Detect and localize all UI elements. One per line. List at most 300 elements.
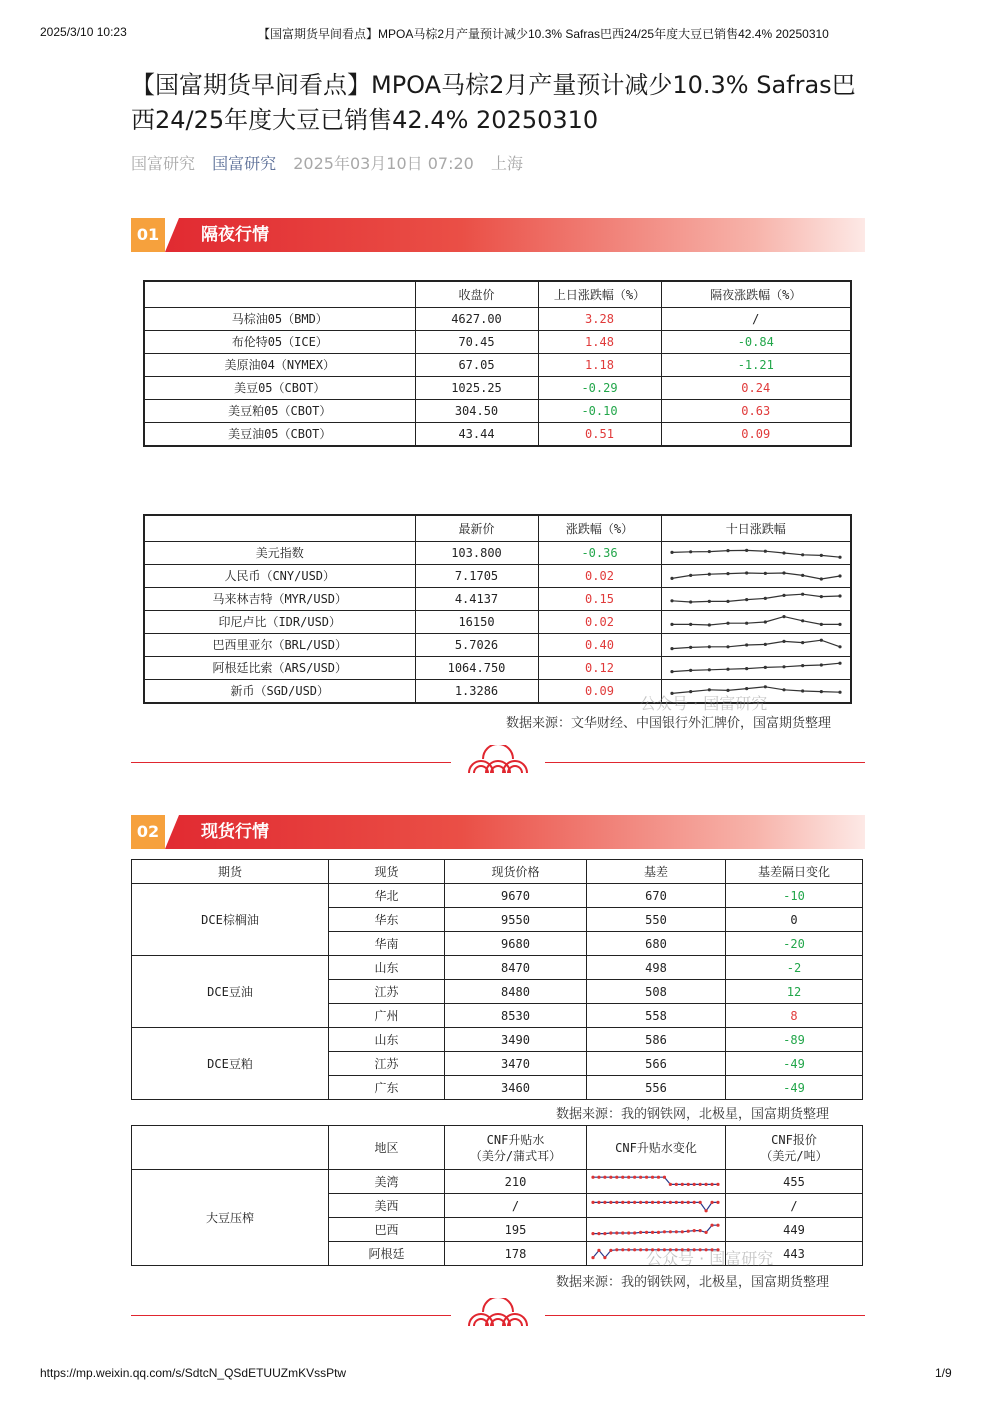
- sparkline-point: [699, 1229, 702, 1232]
- sparkline-point: [651, 1200, 654, 1203]
- basis-change: -89: [726, 1028, 863, 1052]
- sparkline-point: [838, 555, 841, 558]
- spot-price: 3460: [445, 1076, 587, 1100]
- spot-price: 9680: [445, 932, 587, 956]
- sparkline: [668, 566, 844, 586]
- sparkline-point: [782, 615, 785, 618]
- sparkline-point: [681, 1200, 684, 1203]
- ten-day-trend: [661, 610, 851, 633]
- sparkline-point: [663, 1230, 666, 1233]
- sparkline-point: [627, 1231, 630, 1234]
- table-header: CNF升贴水 （美分/蒲式耳）: [445, 1126, 587, 1170]
- sparkline-point: [639, 1230, 642, 1233]
- cnf-region: 阿根廷: [329, 1242, 445, 1266]
- price-change: -0.36: [538, 541, 661, 564]
- sparkline-point: [687, 1229, 690, 1232]
- prev-change: 0.51: [538, 422, 661, 446]
- ten-day-trend: [661, 564, 851, 587]
- sparkline-point: [681, 1230, 684, 1233]
- publish-location: 上海: [490, 154, 523, 173]
- banner-notch: [165, 815, 179, 849]
- close-price: 304.50: [415, 399, 538, 422]
- table-header: CNF升贴水变化: [587, 1126, 726, 1170]
- sparkline-point: [782, 665, 785, 668]
- sparkline-point: [726, 599, 729, 602]
- close-price: 43.44: [415, 422, 538, 446]
- sparkline-point: [615, 1175, 618, 1178]
- account-link[interactable]: 国富研究: [212, 154, 277, 173]
- sparkline-point: [801, 573, 804, 576]
- table-header: 基差隔日变化: [726, 860, 863, 884]
- price-change: 0.09: [538, 679, 661, 703]
- sparkline-point: [707, 599, 710, 602]
- spot-region: 华北: [329, 884, 445, 908]
- sparkline-point: [693, 1229, 696, 1232]
- sparkline-point: [681, 1182, 684, 1185]
- price-change: 0.02: [538, 564, 661, 587]
- sparkline-point: [657, 1175, 660, 1178]
- table-header: 地区: [329, 1126, 445, 1170]
- sparkline-point: [707, 549, 710, 552]
- spot-region: 江苏: [329, 1052, 445, 1076]
- spot-region: 广东: [329, 1076, 445, 1100]
- price-change: 0.02: [538, 610, 661, 633]
- latest-price: 5.7026: [415, 633, 538, 656]
- print-url: https://mp.weixin.qq.com/s/SdtcN_QSdETUUZmKVssPtw: [40, 1366, 347, 1380]
- sparkline-point: [726, 549, 729, 552]
- fx-market-table: [143, 514, 852, 704]
- sparkline-point: [689, 622, 692, 625]
- sparkline-point: [716, 1182, 719, 1185]
- sparkline-point: [710, 1223, 713, 1226]
- basis-change: -20: [726, 932, 863, 956]
- price-change: 0.12: [538, 656, 661, 679]
- futures-group: DCE棕榈油: [132, 884, 329, 956]
- sparkline-point: [745, 621, 748, 624]
- sparkline-point: [838, 622, 841, 625]
- sparkline-point: [645, 1230, 648, 1233]
- sparkline-path: [672, 616, 840, 624]
- prev-change: 3.28: [538, 307, 661, 330]
- table-row: [132, 1170, 863, 1194]
- sparkline-point: [745, 571, 748, 574]
- sparkline-point: [801, 619, 804, 622]
- sparkline-point: [597, 1248, 600, 1251]
- sparkline-point: [716, 1223, 719, 1226]
- latest-price: 16150: [415, 610, 538, 633]
- currency-name: 人民币（CNY/USD）: [144, 564, 415, 587]
- sparkline-point: [603, 1256, 606, 1259]
- section-divider: [131, 745, 865, 775]
- crush-group: 大豆压榨: [132, 1170, 329, 1266]
- sparkline-path: [672, 663, 840, 671]
- sparkline-point: [819, 553, 822, 556]
- prev-change: 1.18: [538, 353, 661, 376]
- table-row: [132, 956, 863, 980]
- contract-name: 布伦特05（ICE）: [144, 330, 415, 353]
- contract-name: 美豆油05（CBOT）: [144, 422, 415, 446]
- cnf-quote: 449: [726, 1218, 863, 1242]
- ten-day-trend: [661, 633, 851, 656]
- sparkline-point: [627, 1248, 630, 1251]
- sparkline-point: [633, 1200, 636, 1203]
- spot-region: 华东: [329, 908, 445, 932]
- sparkline-point: [639, 1248, 642, 1251]
- basis: 556: [587, 1076, 726, 1100]
- sparkline: [589, 1196, 722, 1216]
- sparkline-point: [693, 1200, 696, 1203]
- close-price: 1025.25: [415, 376, 538, 399]
- sparkline-point: [801, 553, 804, 556]
- sparkline-point: [603, 1200, 606, 1203]
- sparkline-point: [763, 685, 766, 688]
- table-header: 现货价格: [445, 860, 587, 884]
- sparkline-point: [838, 574, 841, 577]
- table-row: [144, 399, 851, 422]
- basis-change: -49: [726, 1076, 863, 1100]
- basis-change: 0: [726, 908, 863, 932]
- sparkline: [668, 543, 844, 563]
- contract-name: 马棕油05（BMD）: [144, 307, 415, 330]
- print-datetime: 2025/3/10 10:23: [40, 25, 127, 39]
- spot-region: 山东: [329, 1028, 445, 1052]
- spot-region: 华南: [329, 932, 445, 956]
- sparkline: [589, 1172, 722, 1192]
- table-row: [144, 541, 851, 564]
- sparkline-point: [801, 592, 804, 595]
- sparkline-point: [819, 638, 822, 641]
- table-row: [144, 376, 851, 399]
- sparkline-point: [819, 663, 822, 666]
- table-header: 现货: [329, 860, 445, 884]
- latest-price: 1.3286: [415, 679, 538, 703]
- basis: 498: [587, 956, 726, 980]
- basis: 558: [587, 1004, 726, 1028]
- sparkline-path: [672, 550, 840, 557]
- sparkline-point: [609, 1248, 612, 1251]
- overnight-change: -0.84: [661, 330, 851, 353]
- sparkline-point: [687, 1200, 690, 1203]
- sparkline-point: [819, 577, 822, 580]
- price-change: 0.40: [538, 633, 661, 656]
- sparkline-point: [645, 1175, 648, 1178]
- cnf-trend: [587, 1170, 726, 1194]
- sparkline-point: [693, 1182, 696, 1185]
- cnf-premium: 210: [445, 1170, 587, 1194]
- sparkline-point: [707, 668, 710, 671]
- latest-price: 4.4137: [415, 587, 538, 610]
- print-page-number: 1/9: [935, 1366, 952, 1380]
- sparkline-point: [707, 623, 710, 626]
- table-row: [144, 564, 851, 587]
- sparkline-path: [672, 573, 840, 579]
- section-number: 01: [131, 218, 165, 252]
- sparkline-point: [726, 572, 729, 575]
- data-source-note: 数据来源：我的钢铁网，北极星，国富期货整理: [556, 1275, 830, 1290]
- spot-region: 江苏: [329, 980, 445, 1004]
- contract-name: 美原油04（NYMEX）: [144, 353, 415, 376]
- section-banner-overnight: [131, 218, 865, 252]
- table-header: CNF报价 （美元/吨）: [726, 1126, 863, 1170]
- sparkline-point: [669, 1230, 672, 1233]
- sparkline-point: [689, 573, 692, 576]
- table-header: 隔夜涨跌幅（%）: [661, 281, 851, 307]
- cnf-region: 巴西: [329, 1218, 445, 1242]
- section-number: 02: [131, 815, 165, 849]
- sparkline-point: [782, 551, 785, 554]
- spot-price: 9550: [445, 908, 587, 932]
- sparkline-point: [651, 1175, 654, 1178]
- sparkline-point: [603, 1232, 606, 1235]
- sparkline-point: [801, 641, 804, 644]
- spot-price: 8480: [445, 980, 587, 1004]
- table-row: [144, 587, 851, 610]
- overnight-change: 0.24: [661, 376, 851, 399]
- sparkline-point: [645, 1200, 648, 1203]
- sparkline-point: [609, 1231, 612, 1234]
- currency-name: 马来林吉特（MYR/USD）: [144, 587, 415, 610]
- sparkline-point: [633, 1248, 636, 1251]
- table-header: [144, 281, 415, 307]
- spot-region: 山东: [329, 956, 445, 980]
- sparkline: [668, 612, 844, 632]
- article-author: 国富研究: [131, 154, 196, 173]
- prev-change: 1.48: [538, 330, 661, 353]
- sparkline-point: [591, 1232, 594, 1235]
- sparkline-point: [763, 642, 766, 645]
- sparkline-point: [603, 1175, 606, 1178]
- sparkline-point: [687, 1182, 690, 1185]
- sparkline-point: [639, 1175, 642, 1178]
- latest-price: 7.1705: [415, 564, 538, 587]
- sparkline-point: [704, 1230, 707, 1233]
- basis-change: 8: [726, 1004, 863, 1028]
- table-row: [132, 884, 863, 908]
- sparkline-point: [699, 1200, 702, 1203]
- data-source-note: 数据来源：我的钢铁网，北极星，国富期货整理: [556, 1107, 830, 1122]
- table-header: 最新价: [415, 515, 538, 541]
- futures-group: DCE豆粕: [132, 1028, 329, 1100]
- cnf-quote: 455: [726, 1170, 863, 1194]
- sparkline-point: [670, 670, 673, 673]
- sparkline-point: [707, 572, 710, 575]
- sparkline-point: [745, 667, 748, 670]
- sparkline-point: [745, 687, 748, 690]
- overnight-change: 0.63: [661, 399, 851, 422]
- sparkline: [668, 589, 844, 609]
- table-header: 期货: [132, 860, 329, 884]
- sparkline-point: [801, 689, 804, 692]
- table-header: 基差: [587, 860, 726, 884]
- close-price: 70.45: [415, 330, 538, 353]
- table-header: 上日涨跌幅（%）: [538, 281, 661, 307]
- currency-name: 印尼卢比（IDR/USD）: [144, 610, 415, 633]
- print-tab-title: 【国富期货早间看点】MPOA马棕2月产量预计减少10.3% Safras巴西24/25年度大豆已销售42.4% 20250310: [258, 27, 829, 41]
- sparkline-point: [657, 1230, 660, 1233]
- sparkline-point: [745, 598, 748, 601]
- spot-price: 3490: [445, 1028, 587, 1052]
- cnf-trend: [587, 1194, 726, 1218]
- table-row: [144, 330, 851, 353]
- sparkline-point: [621, 1231, 624, 1234]
- cnf-quote: /: [726, 1194, 863, 1218]
- sparkline-point: [763, 665, 766, 668]
- close-price: 67.05: [415, 353, 538, 376]
- sparkline-point: [670, 622, 673, 625]
- basis-change: -49: [726, 1052, 863, 1076]
- sparkline-point: [651, 1230, 654, 1233]
- overnight-change: 0.09: [661, 422, 851, 446]
- spot-region: 广州: [329, 1004, 445, 1028]
- section-banner-spot: [131, 815, 865, 849]
- sparkline-point: [716, 1200, 719, 1203]
- sparkline-point: [838, 690, 841, 693]
- table-row: [144, 656, 851, 679]
- sparkline-point: [627, 1175, 630, 1178]
- spot-price: 9670: [445, 884, 587, 908]
- sparkline: [668, 635, 844, 655]
- sparkline-point: [704, 1182, 707, 1185]
- latest-price: 1064.750: [415, 656, 538, 679]
- table-row: [144, 353, 851, 376]
- price-change: 0.15: [538, 587, 661, 610]
- sparkline-point: [689, 668, 692, 671]
- sparkline-point: [763, 571, 766, 574]
- spot-market-table: [131, 859, 863, 1100]
- sparkline-point: [782, 593, 785, 596]
- sparkline-path: [672, 640, 840, 648]
- spot-price: 8470: [445, 956, 587, 980]
- wave-ornament-icon: [467, 745, 529, 775]
- cnf-premium: 178: [445, 1242, 587, 1266]
- sparkline-point: [745, 548, 748, 551]
- table-row: [144, 633, 851, 656]
- sparkline-point: [838, 661, 841, 664]
- sparkline-point: [707, 645, 710, 648]
- sparkline-point: [689, 550, 692, 553]
- latest-price: 103.800: [415, 541, 538, 564]
- publish-date: 2025年03月10日 07:20: [293, 154, 474, 173]
- currency-name: 美元指数: [144, 541, 415, 564]
- ten-day-trend: [661, 587, 851, 610]
- article-meta: [131, 151, 535, 174]
- section-divider: [131, 1298, 865, 1328]
- sparkline-point: [699, 1182, 702, 1185]
- sparkline-point: [689, 645, 692, 648]
- overnight-change: /: [661, 307, 851, 330]
- wave-ornament-icon: [467, 1298, 529, 1328]
- contract-name: 美豆05（CBOT）: [144, 376, 415, 399]
- sparkline-point: [615, 1231, 618, 1234]
- table-row: [144, 610, 851, 633]
- sparkline-point: [801, 664, 804, 667]
- table-header: 收盘价: [415, 281, 538, 307]
- sparkline-point: [675, 1230, 678, 1233]
- basis: 550: [587, 908, 726, 932]
- currency-name: 阿根廷比索（ARS/USD）: [144, 656, 415, 679]
- sparkline-point: [670, 576, 673, 579]
- sparkline-point: [639, 1200, 642, 1203]
- sparkline-point: [663, 1175, 666, 1178]
- sparkline-point: [726, 621, 729, 624]
- sparkline-point: [782, 571, 785, 574]
- cnf-region: 美湾: [329, 1170, 445, 1194]
- table-row: [132, 1028, 863, 1052]
- basis-change: 12: [726, 980, 863, 1004]
- table-header: 十日涨跌幅: [661, 515, 851, 541]
- close-price: 4627.00: [415, 307, 538, 330]
- cnf-trend: [587, 1218, 726, 1242]
- sparkline-point: [669, 1200, 672, 1203]
- sparkline-point: [591, 1175, 594, 1178]
- sparkline-point: [782, 688, 785, 691]
- basis-change: -10: [726, 884, 863, 908]
- table-header: 涨跌幅（%）: [538, 515, 661, 541]
- table-header: [144, 515, 415, 541]
- basis: 566: [587, 1052, 726, 1076]
- currency-name: 巴西里亚尔（BRL/USD）: [144, 633, 415, 656]
- prev-change: -0.10: [538, 399, 661, 422]
- basis-change: -2: [726, 956, 863, 980]
- basis: 508: [587, 980, 726, 1004]
- sparkline-point: [597, 1200, 600, 1203]
- sparkline-point: [633, 1175, 636, 1178]
- table-row: [144, 307, 851, 330]
- sparkline-point: [597, 1232, 600, 1235]
- sparkline-point: [657, 1200, 660, 1203]
- cnf-region: 美西: [329, 1194, 445, 1218]
- sparkline-point: [710, 1182, 713, 1185]
- cnf-quote: 443: [726, 1242, 863, 1266]
- ten-day-trend: [661, 541, 851, 564]
- cnf-premium: /: [445, 1194, 587, 1218]
- sparkline-point: [609, 1200, 612, 1203]
- sparkline-point: [675, 1200, 678, 1203]
- sparkline: [668, 658, 844, 678]
- overnight-market-table: [143, 280, 852, 447]
- basis: 680: [587, 932, 726, 956]
- sparkline-point: [704, 1209, 707, 1212]
- sparkline-point: [633, 1231, 636, 1234]
- sparkline-point: [615, 1248, 618, 1251]
- sparkline-point: [670, 550, 673, 553]
- data-source-note: 数据来源：文华财经、中国银行外汇牌价，国富期货整理: [506, 716, 832, 731]
- sparkline-point: [621, 1248, 624, 1251]
- sparkline-point: [609, 1175, 612, 1178]
- sparkline-point: [591, 1256, 594, 1259]
- article-title: 【国富期货早间看点】MPOA马棕2月产量预计减少10.3% Safras巴西24/25年度大豆已销售42.4% 20250310: [131, 71, 856, 134]
- sparkline: [589, 1220, 722, 1240]
- spot-price: 8530: [445, 1004, 587, 1028]
- sparkline-point: [621, 1175, 624, 1178]
- sparkline-point: [663, 1200, 666, 1203]
- cnf-premium: 195: [445, 1218, 587, 1242]
- sparkline-point: [782, 639, 785, 642]
- sparkline-point: [627, 1200, 630, 1203]
- basis: 670: [587, 884, 726, 908]
- section-title: 隔夜行情: [201, 225, 269, 245]
- sparkline-point: [669, 1182, 672, 1185]
- watermark: 公众号 · 国富研究: [640, 694, 768, 713]
- ten-day-trend: [661, 656, 851, 679]
- sparkline-point: [689, 600, 692, 603]
- sparkline-point: [819, 622, 822, 625]
- contract-name: 美豆粕05（CBOT）: [144, 399, 415, 422]
- sparkline-point: [710, 1200, 713, 1203]
- sparkline-point: [745, 643, 748, 646]
- sparkline-point: [597, 1175, 600, 1178]
- cnf-premium-table: [131, 1125, 863, 1266]
